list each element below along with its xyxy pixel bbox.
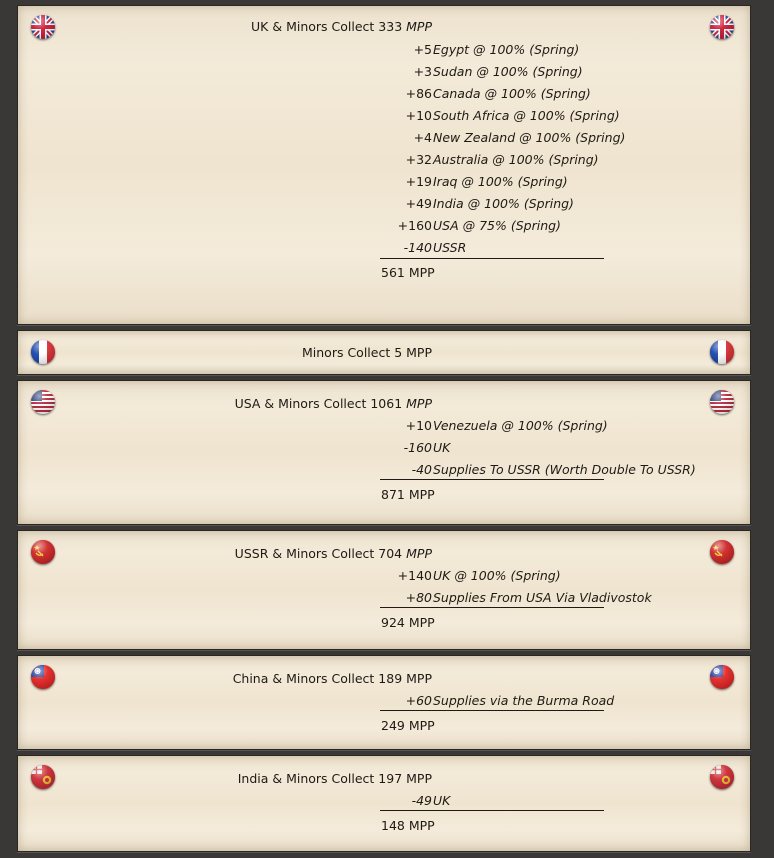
sum-divider	[380, 710, 604, 711]
uk-flag-icon	[710, 15, 734, 39]
income-line: +60 Supplies via the Burma Road	[405, 693, 615, 708]
france-panel	[17, 330, 751, 375]
income-line: +19 Iraq @ 100% (Spring)	[405, 174, 568, 189]
india-panel	[17, 755, 751, 852]
income-line: -160 UK	[403, 440, 451, 455]
total-mpp: 871 MPP	[381, 487, 435, 502]
ussr-panel	[17, 530, 751, 650]
sum-divider	[380, 607, 604, 608]
usa-flag-icon	[710, 390, 734, 414]
income-line: +80 Supplies From USA Via Vladivostok	[405, 590, 652, 605]
income-line: +10 Venezuela @ 100% (Spring)	[405, 418, 608, 433]
india-flag-icon	[710, 765, 734, 789]
uk-flag-icon	[31, 15, 55, 39]
sum-divider	[380, 479, 604, 480]
collect-header: UK & Minors Collect 333 MPP	[251, 19, 432, 34]
india-flag-icon	[31, 765, 55, 789]
income-line: +49 India @ 100% (Spring)	[405, 196, 574, 211]
ussr-flag-icon	[31, 540, 55, 564]
income-line: +32 Australia @ 100% (Spring)	[405, 152, 599, 167]
income-line: +3 Sudan @ 100% (Spring)	[413, 64, 583, 79]
collect-header: China & Minors Collect 189 MPP	[232, 671, 432, 686]
usa-panel	[17, 380, 751, 525]
china-panel	[17, 655, 751, 750]
income-line: +4 New Zealand @ 100% (Spring)	[413, 130, 626, 145]
income-line: -40 Supplies To USSR (Worth Double To USSR)	[411, 462, 696, 477]
france-flag-icon	[31, 340, 55, 364]
income-line: +160 USA @ 75% (Spring)	[397, 218, 561, 233]
income-line: -49 UK	[411, 793, 451, 808]
collect-header: Minors Collect 5 MPP	[302, 345, 432, 360]
income-line: +140 UK @ 100% (Spring)	[397, 568, 561, 583]
collect-header: USSR & Minors Collect 704 MPP	[234, 546, 432, 561]
usa-flag-icon	[31, 390, 55, 414]
ussr-flag-icon	[710, 540, 734, 564]
income-line: -140 USSR	[403, 240, 467, 255]
france-flag-icon	[710, 340, 734, 364]
income-line: +5 Egypt @ 100% (Spring)	[413, 42, 580, 57]
total-mpp: 249 MPP	[381, 718, 435, 733]
total-mpp: 561 MPP	[381, 265, 435, 280]
collect-header: India & Minors Collect 197 MPP	[237, 771, 432, 786]
total-mpp: 148 MPP	[381, 818, 435, 833]
sum-divider	[380, 810, 604, 811]
income-line: +86 Canada @ 100% (Spring)	[405, 86, 591, 101]
total-mpp: 924 MPP	[381, 615, 435, 630]
sum-divider	[380, 258, 604, 259]
income-line: +10 South Africa @ 100% (Spring)	[405, 108, 620, 123]
collect-header: USA & Minors Collect 1061 MPP	[234, 396, 432, 411]
taiwan-roc-flag-icon	[31, 665, 55, 689]
uk-panel	[17, 5, 751, 325]
taiwan-roc-flag-icon	[710, 665, 734, 689]
